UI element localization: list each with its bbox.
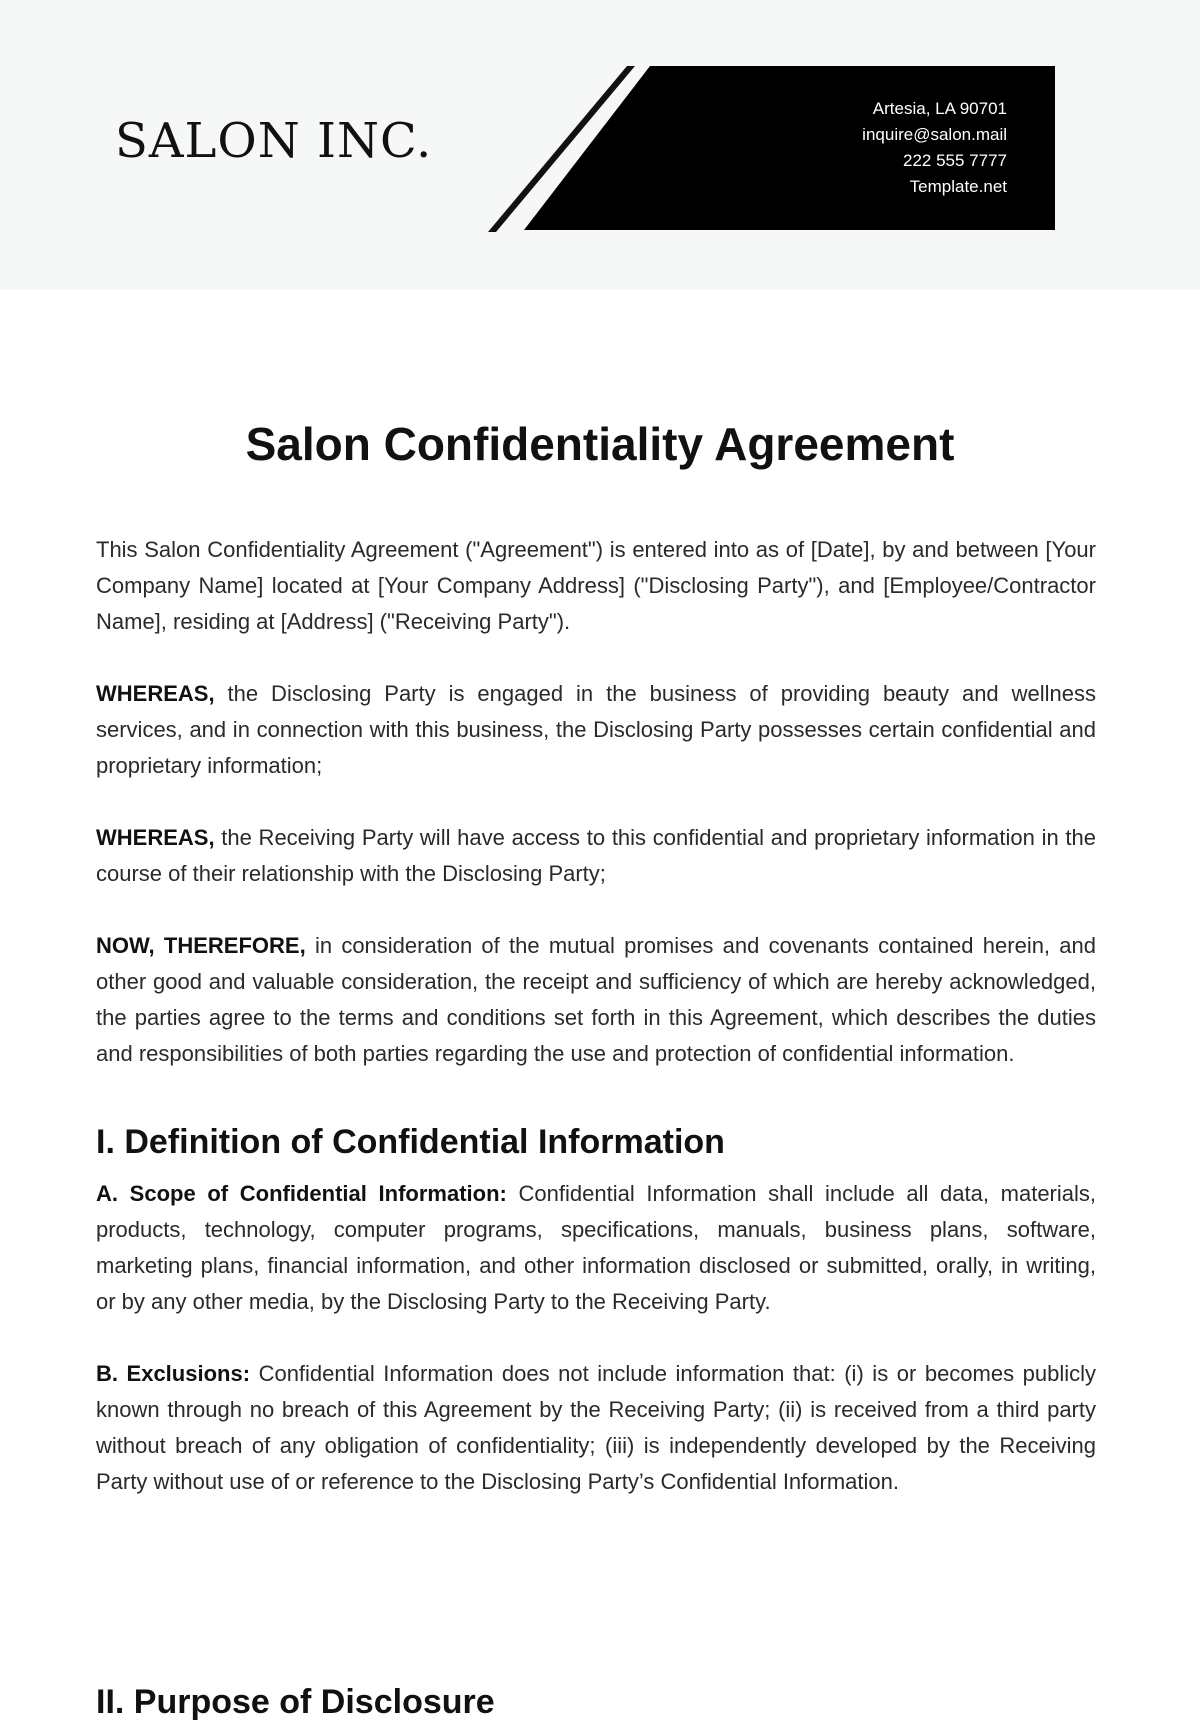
- contact-block: [862, 96, 1007, 200]
- clause-a-scope: [96, 1176, 1096, 1320]
- clause-a-text: Confidential Information shall include all data, materials, products, technology, computer programs, specifications, manuals, business plans, software, marketing plans, financial information, and other information disclosed or submitted, orally, in writing, or by any other media, by the Disclosing Party to the Receiving Party.: [96, 1181, 1096, 1314]
- letterhead: [0, 0, 1200, 290]
- clause-b-lead: B. Exclusions:: [96, 1361, 251, 1386]
- whereas-lead: WHEREAS,: [96, 681, 215, 706]
- whereas-lead: WHEREAS,: [96, 825, 215, 850]
- clause-b-text: Confidential Information does not include information that: (i) is or becomes publicly known through no breach of this Agreement by the Receiving Party; (ii) is received from a third party without breach of any obligation of confidentiality; (iii) is independently developed by the Receiving Party without use of or reference to the Disclosing Party’s Confidential Information.: [96, 1361, 1097, 1494]
- now-therefore-lead: NOW, THEREFORE,: [96, 933, 306, 958]
- section-heading-definition: I. Definition of Confidential Information: [96, 1123, 725, 1161]
- clause-a-lead: A. Scope of Confidential Information:: [96, 1181, 507, 1206]
- document-title: Salon Confidentiality Agreement: [245, 418, 955, 470]
- document-body: [96, 532, 1096, 1536]
- clause-b-exclusions: [96, 1356, 1096, 1500]
- whereas-paragraph-1: [96, 676, 1096, 784]
- now-therefore-text: in consideration of the mutual promises and covenants contained herein, and other good and valuable consideration, the receipt and sufficiency of which are hereby acknowledged, the parties agree to the terms and conditions set forth in this Agreement, which describes the duties and responsibilities of both parties regarding the use and protection of confidential information.: [96, 933, 1097, 1066]
- intro-paragraph: This Salon Confidentiality Agreement ("Agreement") is entered into as of [Date], by and between [Your Company Name] located at [Your Company Address] ("Disclosing Party"), and [Employee/Contractor Name], residing at [Address] ("Receiving Party").: [96, 537, 1096, 634]
- now-therefore-paragraph: [96, 928, 1096, 1072]
- whereas-text: the Disclosing Party is engaged in the business of providing beauty and wellness services, and in connection with this business, the Disclosing Party possesses certain confidential and proprietary information;: [96, 681, 1096, 778]
- contact-website: Template.net: [909, 177, 1007, 196]
- contact-email: inquire@salon.mail: [862, 125, 1007, 144]
- whereas-paragraph-2: [96, 820, 1096, 892]
- company-logo: SALON INC.: [115, 113, 433, 169]
- contact-address: Artesia, LA 90701: [872, 99, 1007, 118]
- whereas-text: the Receiving Party will have access to this confidential and proprietary information in the course of their relationship with the Disclosing Party;: [96, 825, 1096, 886]
- contact-phone: 222 555 7777: [903, 151, 1007, 170]
- section-heading-purpose: II. Purpose of Disclosure: [96, 1683, 495, 1721]
